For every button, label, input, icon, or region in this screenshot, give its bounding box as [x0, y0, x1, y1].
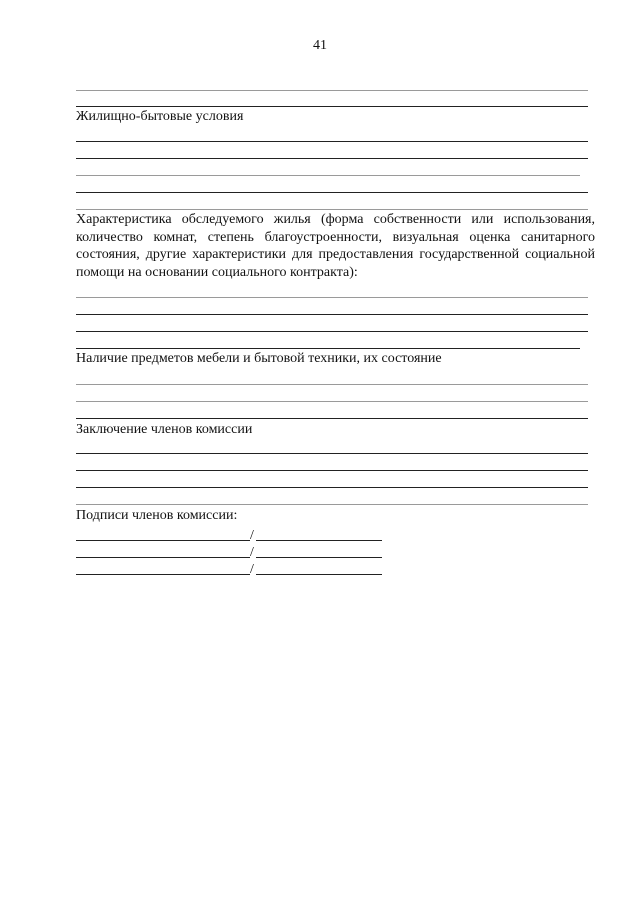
section-paragraph-housing-characteristics: Характеристика обследуемого жилья (форма собственности или использования, количество комнат, степень благоустроенности, визуальная оценка санитарного состояния, другие характеристики для предоставления государственной социальной помощи на основании социального контракта): — [76, 212, 595, 280]
fill-in-line — [76, 297, 588, 298]
signature-line — [76, 574, 250, 575]
page-number: 41 — [313, 38, 327, 53]
signature-separator: / — [250, 562, 254, 577]
fill-in-line — [76, 141, 588, 142]
fill-in-line — [76, 453, 588, 454]
fill-in-line — [76, 175, 580, 176]
fill-in-line — [76, 158, 588, 159]
name-line — [256, 540, 382, 541]
name-line — [256, 557, 382, 558]
name-line — [256, 574, 382, 575]
section-heading-commission-conclusion: Заключение членов комиссии — [76, 422, 253, 437]
signature-row — [76, 544, 382, 558]
signature-line — [76, 540, 250, 541]
fill-in-line — [76, 348, 580, 349]
fill-in-line — [76, 504, 588, 505]
section-heading-furniture: Наличие предметов мебели и бытовой техники, их состояние — [76, 351, 442, 366]
fill-in-line — [76, 90, 588, 91]
signature-separator: / — [250, 545, 254, 560]
fill-in-line — [76, 470, 588, 471]
signature-line — [76, 557, 250, 558]
fill-in-line — [76, 209, 588, 210]
fill-in-line — [76, 192, 588, 193]
fill-in-line — [76, 314, 588, 315]
section-heading-signatures: Подписи членов комиссии: — [76, 508, 238, 523]
signature-row — [76, 527, 382, 541]
signature-row — [76, 561, 382, 575]
section-heading-living-conditions: Жилищно-бытовые условия — [76, 109, 244, 124]
fill-in-line — [76, 331, 588, 332]
fill-in-line — [76, 384, 588, 385]
fill-in-line — [76, 487, 588, 488]
fill-in-line — [76, 106, 588, 107]
fill-in-line — [76, 401, 588, 402]
fill-in-line — [76, 418, 588, 419]
signature-separator: / — [250, 528, 254, 543]
